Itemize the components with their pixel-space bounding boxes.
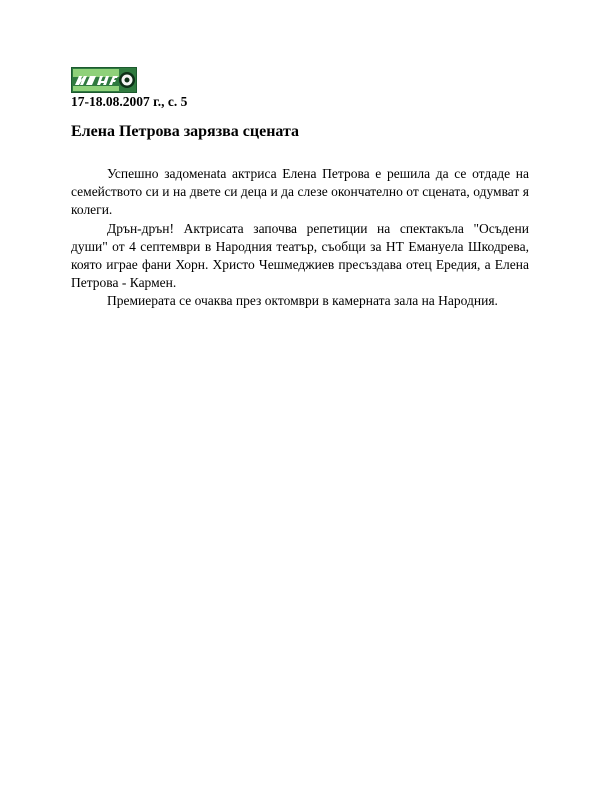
article-paragraph: Успешно задоменаta актриса Елена Петрова е решила да се отдаде на семейството си и на двете си деца и да слезе окончателно от сцената, одумват я колеги. — [71, 166, 529, 218]
newspaper-logo-icon — [71, 67, 137, 93]
article-paragraph: Премиерата се очаква през октомври в камерната зала на Народния. — [107, 293, 498, 309]
publication-date-line: 17-18.08.2007 г., с. 5 — [71, 94, 188, 109]
article-body — [71, 165, 529, 311]
article-paragraph: Дрън-дрън! Актрисата започва репетиции на спектакъла "Осъдени души" от 4 септември в Народния театър, съобщи за НТ Емануела Шкодрева, която играе фани Хорн. Христо Чешмеджиев пресъздава отец Ередия, а Елена Петрова - Кармен. — [71, 220, 529, 291]
article-title: Елена Петрова зарязва сцената — [71, 123, 300, 140]
